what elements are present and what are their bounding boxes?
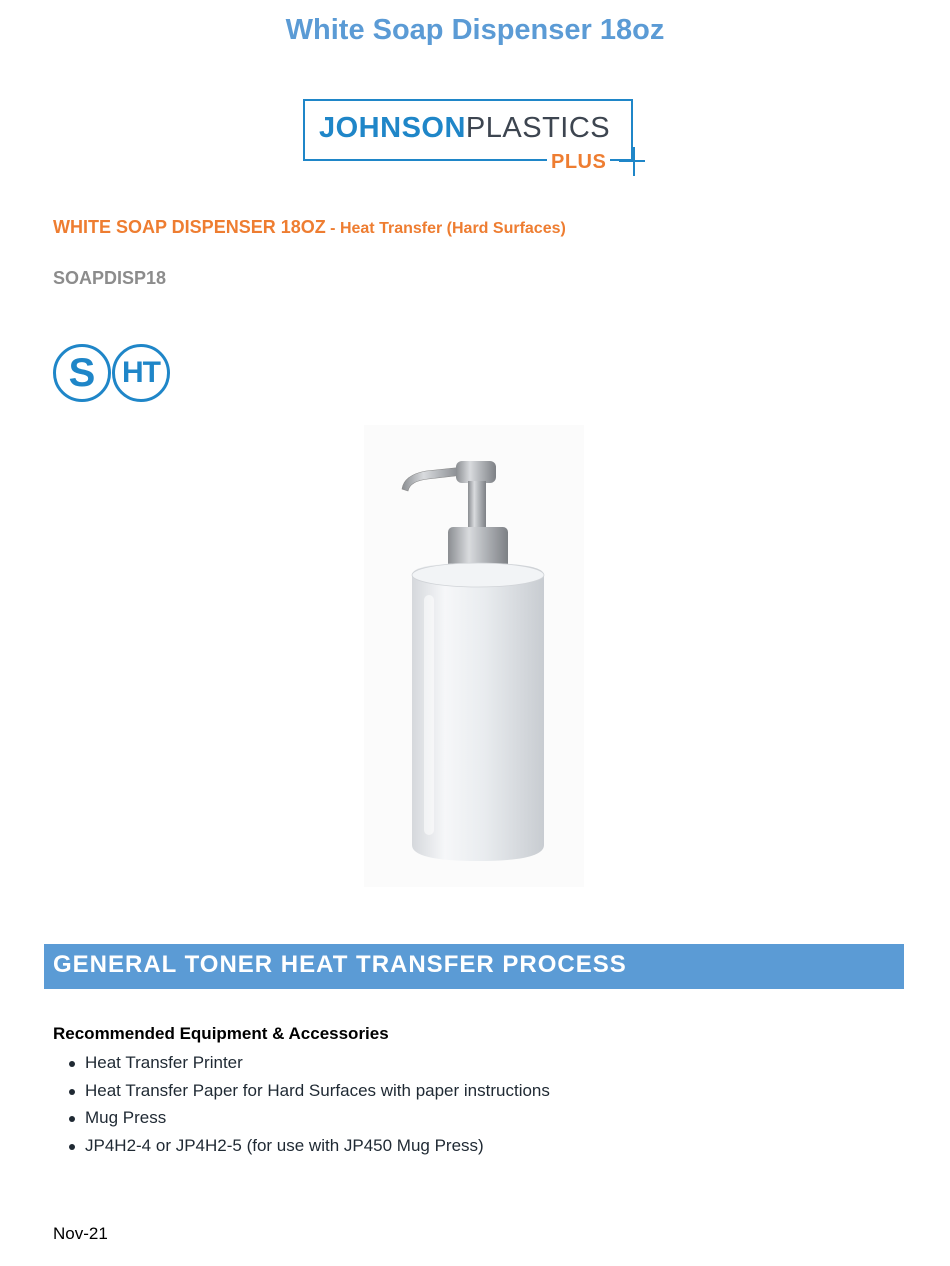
bullet-icon <box>69 1061 75 1067</box>
page-title: White Soap Dispenser 18oz <box>285 14 665 46</box>
equipment-list <box>53 1051 550 1161</box>
section-title: GENERAL TONER HEAT TRANSFER PROCESS <box>53 951 627 978</box>
list-item-label: Mug Press <box>85 1108 167 1127</box>
logo-word-plus: PLUS <box>551 151 607 173</box>
logo-word-plastics: PLASTICS <box>465 112 611 144</box>
logo-wordmark <box>319 112 610 145</box>
product-heading <box>53 217 566 238</box>
product-sku: SOAPDISP18 <box>53 268 167 288</box>
list-item <box>53 1106 550 1134</box>
list-item <box>53 1134 550 1162</box>
logo-cross-horizontal <box>619 160 645 162</box>
equipment-heading: Recommended Equipment & Accessories <box>53 1024 389 1043</box>
list-item <box>53 1051 550 1079</box>
list-item <box>53 1079 550 1107</box>
process-section-header <box>44 944 904 989</box>
product-process: - Heat Transfer (Hard Surfaces) <box>325 220 566 237</box>
soap-dispenser-image <box>364 425 584 887</box>
bullet-icon <box>69 1144 75 1150</box>
logo-cross-vertical <box>633 147 635 176</box>
heat-transfer-badge-icon: HT <box>112 344 170 402</box>
product-name: WHITE SOAP DISPENSER 18OZ <box>53 217 326 237</box>
sublimation-badge-icon: S <box>53 344 111 402</box>
list-item-label: JP4H2-4 or JP4H2-5 (for use with JP450 Mug Press) <box>85 1135 484 1155</box>
bullet-icon <box>69 1116 75 1122</box>
logo-word-johnson: JOHNSON <box>319 112 466 144</box>
list-item-label: Heat Transfer Printer <box>85 1053 243 1072</box>
johnson-plastics-plus-logo <box>303 99 645 177</box>
logo-plus-area <box>547 149 610 175</box>
list-item-label: Heat Transfer Paper for Hard Surfaces with paper instructions <box>85 1080 550 1100</box>
footer-date: Nov-21 <box>53 1224 108 1243</box>
bullet-icon <box>69 1089 75 1095</box>
